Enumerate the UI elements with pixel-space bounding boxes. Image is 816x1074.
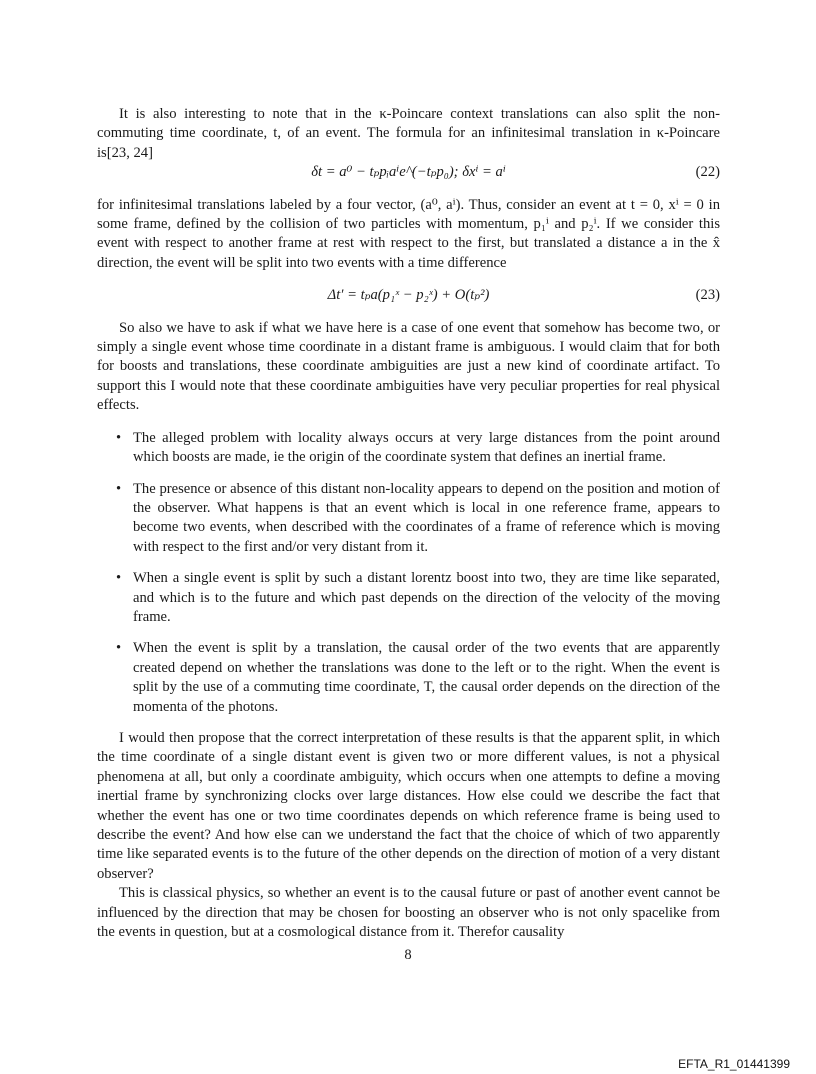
bullet-marker: • <box>116 640 122 657</box>
equation-23 <box>97 286 720 305</box>
paragraph-4: I would then propose that the correct interpretation of these results is that the apparent split, in which the time coordinate of a single distant event is given two or more different values, is not a physical phenomena at all, but only a coordinate ambiguity, which occurs when one attempts to define a moving inertial frame by synchronizing clocks over large distances. How else could we describe the fact that whether the event has one or two time coordinates depends on which reference frame is being used to describe the event? And how else can we understand the fact that the choice of which of two apparently time like separated events is to the future of the other depends on the direction of motion of a very distant observer? <box>97 729 720 882</box>
equation-23-body: Δt′ = tₚa(p₁ˣ − p₂ˣ) + O(tₚ²) <box>327 287 490 304</box>
bullet-marker: • <box>116 570 122 587</box>
paragraph-1: It is also interesting to note that in the κ-Poincare context translations can also split the non-commuting time coordinate, t, of an event. The formula for an infinitesimal translation in κ-Poincare is[23, 24] <box>97 106 720 161</box>
bullet-marker: • <box>116 429 122 446</box>
bullet-item-1 <box>97 429 720 468</box>
equation-22 <box>97 163 720 182</box>
bullet-text: When the event is split by a translation, the causal order of the two events that are apparently created depend on whether the translations was done to the left or to the right. When the event is split by the use of a commuting time coordinate, T, the causal order depends on the direction of the momenta of the photons. <box>133 640 720 715</box>
document-id-footer: EFTA_R1_01441399 <box>678 1057 790 1071</box>
paragraph-3: So also we have to ask if what we have here is a case of one event that somehow has become two, or simply a single event whose time coordinate in a distant frame is ambiguous. I would claim that for both for boosts and translations, these coordinate ambiguities are just a new kind of coordinate artifact. To support this I would note that these coordinate ambiguities have very peculiar properties for real physical effects. <box>97 319 720 414</box>
equation-23-number: (23) <box>695 287 720 304</box>
page-number: 8 <box>404 947 412 963</box>
bullet-text: The presence or absence of this distant non-locality appears to depend on the position and motion of the observer. What happens is that an event which is local in one reference frame, appears to become two events, when described with the coordinates of a frame of reference which is moving with respect to the first and/or very distant from it. <box>133 480 720 555</box>
bullet-marker: • <box>116 480 122 497</box>
bullet-text: When a single event is split by such a distant lorentz boost into two, they are time like separated, and which is to the future and which past depends on the direction of the velocity of the moving frame. <box>133 570 720 625</box>
equation-22-body: δt = a⁰ − tₚpᵢaⁱe^(−tₚp₀); δxⁱ = aⁱ <box>311 164 506 181</box>
bullet-item-3 <box>97 569 720 627</box>
page-body <box>97 105 720 942</box>
bullet-text: The alleged problem with locality always occurs at very large distances from the point around which boosts are made, ie the origin of the coordinate system that defines an inertial frame. <box>133 429 720 466</box>
bullet-item-2 <box>97 480 720 558</box>
paragraph-5: This is classical physics, so whether an event is to the causal future or past of another event cannot be influenced by the direction that may be chosen for boosting an observer who is not only spacelike from the events in question, but at a cosmological distance from it. Therefor causality <box>97 885 720 941</box>
bullet-item-4 <box>97 639 720 717</box>
paragraph-2: for infinitesimal translations labeled by a four vector, (a⁰, aⁱ). Thus, consider an event at t = 0, xⁱ = 0 in some frame, defined by the collision of two particles with momentum, p₁ⁱ and p₂ⁱ. If we consider this event with respect to another frame at rest with respect to the first, but translated a distance a in the x̂ direction, the event will be split into two events with a time difference <box>97 196 720 271</box>
bullet-list <box>97 429 720 717</box>
equation-22-number: (22) <box>695 164 720 181</box>
